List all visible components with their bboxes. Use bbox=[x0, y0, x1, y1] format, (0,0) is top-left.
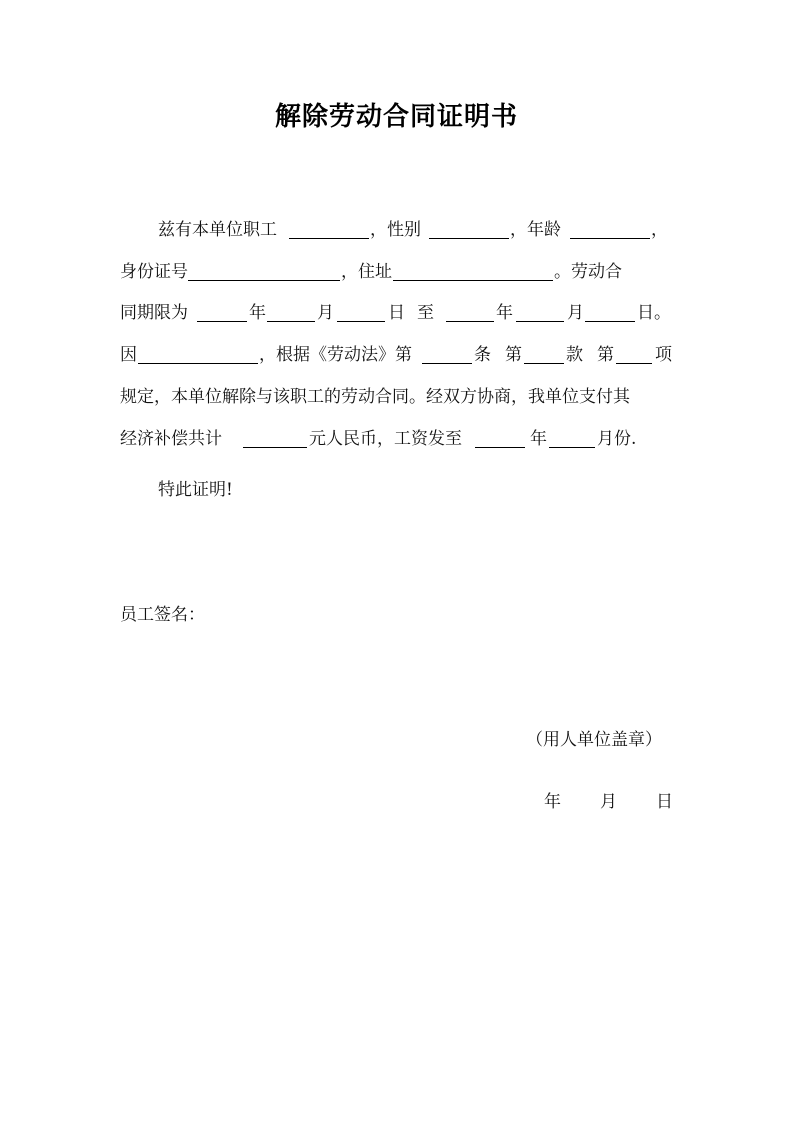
reason-blank[interactable] bbox=[138, 363, 258, 364]
text-segment: 款 bbox=[566, 345, 583, 365]
clause-blank[interactable] bbox=[524, 363, 564, 364]
text-segment: 年 bbox=[496, 303, 513, 323]
compensation-amount-blank[interactable] bbox=[243, 447, 307, 448]
text-segment: 第 bbox=[505, 345, 522, 365]
closing-statement: 特此证明! bbox=[158, 480, 233, 500]
gender-blank[interactable] bbox=[429, 238, 509, 239]
start-year-blank[interactable] bbox=[197, 321, 247, 322]
end-year-blank[interactable] bbox=[446, 321, 494, 322]
body-line-4 bbox=[0, 343, 793, 367]
employee-name-blank[interactable] bbox=[289, 238, 369, 239]
item-blank[interactable] bbox=[616, 363, 652, 364]
text-segment: 同期限为 bbox=[120, 303, 188, 323]
employer-seal-label: （用人单位盖章） bbox=[526, 730, 662, 750]
end-month-blank[interactable] bbox=[516, 321, 564, 322]
id-number-blank[interactable] bbox=[188, 280, 340, 281]
text-segment: ， bbox=[651, 220, 668, 240]
body-line-2 bbox=[0, 260, 793, 284]
date-year-label: 年 bbox=[544, 792, 561, 812]
body-line-6 bbox=[0, 427, 793, 451]
address-blank[interactable] bbox=[393, 280, 553, 281]
text-segment: 经济补偿共计 bbox=[120, 429, 222, 449]
date-month-label: 月 bbox=[600, 792, 617, 812]
end-day-blank[interactable] bbox=[585, 321, 635, 322]
text-segment: 日 bbox=[388, 303, 405, 323]
text-segment: 兹有本单位职工 bbox=[158, 220, 277, 240]
article-blank[interactable] bbox=[422, 363, 472, 364]
text-segment: 身份证号 bbox=[120, 262, 188, 282]
date-day-label: 日 bbox=[656, 792, 673, 812]
text-segment: 年 bbox=[530, 429, 547, 449]
body-line-5 bbox=[0, 385, 793, 409]
text-segment: 月 bbox=[567, 303, 584, 323]
text-segment: ，根据《劳动法》第 bbox=[259, 345, 412, 365]
text-segment: 第 bbox=[597, 345, 614, 365]
text-segment: 年 bbox=[249, 303, 266, 323]
body-line-3 bbox=[0, 301, 793, 325]
text-segment: ，性别 bbox=[370, 220, 421, 240]
document-title: 解除劳动合同证明书 bbox=[274, 102, 518, 132]
body-line-1 bbox=[0, 218, 793, 242]
text-segment: 至 bbox=[417, 303, 434, 323]
text-segment: ，住址 bbox=[341, 262, 392, 282]
text-segment: 日。 bbox=[637, 303, 671, 323]
age-blank[interactable] bbox=[570, 238, 650, 239]
text-segment: 元人民币，工资发至 bbox=[309, 429, 462, 449]
text-segment: 因 bbox=[120, 345, 137, 365]
text-segment: 月 bbox=[317, 303, 334, 323]
text-segment: 条 bbox=[474, 345, 491, 365]
salary-month-blank[interactable] bbox=[549, 447, 595, 448]
text-segment: 规定，本单位解除与该职工的劳动合同。经双方协商，我单位支付其 bbox=[120, 387, 630, 407]
text-segment: 。劳动合 bbox=[554, 262, 622, 282]
start-day-blank[interactable] bbox=[337, 321, 385, 322]
start-month-blank[interactable] bbox=[267, 321, 315, 322]
text-segment: 月份. bbox=[597, 429, 637, 449]
text-segment: 项 bbox=[655, 345, 672, 365]
text-segment: ，年龄 bbox=[510, 220, 561, 240]
salary-year-blank[interactable] bbox=[475, 447, 525, 448]
employee-signature-label: 员工签名： bbox=[120, 605, 205, 625]
